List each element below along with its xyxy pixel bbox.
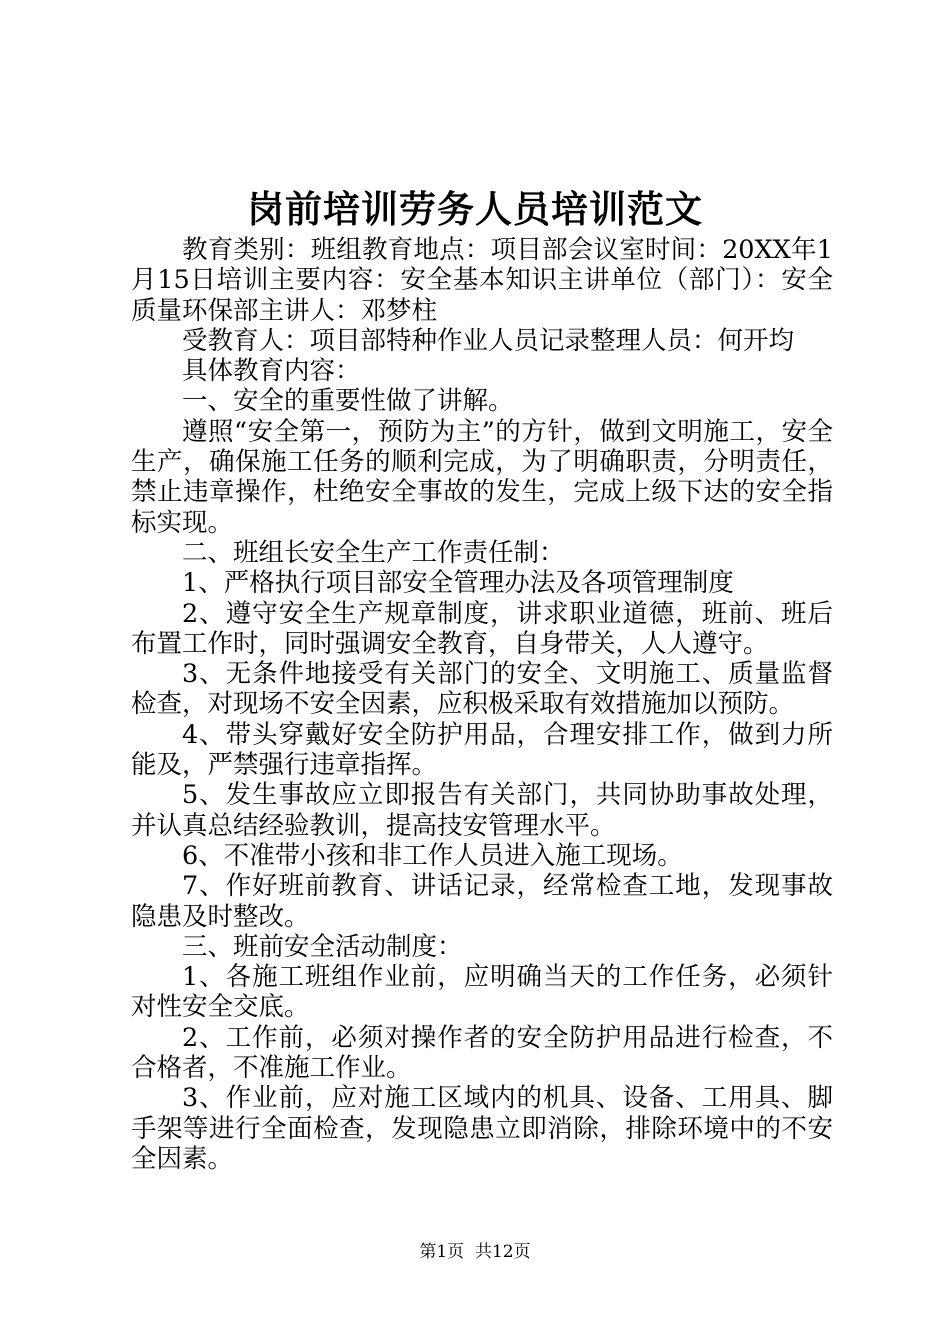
paragraph-item: 6、不准带小孩和非工作人员进入施工现场。 — [182, 840, 683, 871]
paragraph-section-1-body: 遵照“安全第一，预防为主”的方针，做到文明施工，安全生产，确保施工任务的顺利完成，为了明确职责，分明责任，禁止违章操作，杜绝安全事故的发生，完成上级下达的安全指标实现。 — [131, 416, 833, 538]
paragraph-attendees: 受教育人：项目部特种作业人员记录整理人员：何开均 — [182, 325, 795, 356]
page-number-label: 第1页 共12页 — [419, 1242, 531, 1262]
paragraph-item: 3、作业前，应对施工区域内的机具、设备、工用具、脚手架等进行全面检查，发现隐患立即消除，排除环境中的不安全因素。 — [131, 1083, 833, 1174]
paragraph-item: 4、带头穿戴好安全防护用品，合理安排工作，做到力所能及，严禁强行违章指挥。 — [131, 719, 833, 781]
paragraph-section-2-heading: 二、班组长安全生产工作责任制： — [182, 537, 565, 568]
paragraph-education-info: 教育类别：班组教育地点：项目部会议室时间：20XX年1月15日培训主要内容：安全基本知识主讲单位（部门）：安全质量环保部主讲人：邓梦柱 — [131, 235, 833, 326]
document-body — [131, 235, 833, 1174]
paragraph-section-1-heading: 一、安全的重要性做了讲解。 — [182, 386, 514, 417]
paragraph-item: 3、无条件地接受有关部门的安全、文明施工、质量监督检查，对现场不安全因素，应积极采取有效措施加以预防。 — [131, 659, 833, 720]
paragraph-content-heading: 具体教育内容： — [182, 356, 361, 387]
paragraph-item: 7、作好班前教育、讲话记录，经常检查工地，发现事故隐患及时整改。 — [131, 871, 833, 932]
paragraph-item: 1、严格执行项目部安全管理办法及各项管理制度 — [182, 568, 734, 599]
paragraph-item: 2、工作前，必须对操作者的安全防护用品进行检查，不合格者，不准施工作业。 — [131, 1022, 833, 1084]
paragraph-section-3-heading: 三、班前安全活动制度： — [182, 931, 463, 962]
document-title: 岗前培训劳务人员培训范文 — [247, 187, 703, 231]
paragraph-item: 1、各施工班组作业前，应明确当天的工作任务，必须针对性安全交底。 — [131, 962, 833, 1023]
page-footer — [0, 1240, 950, 1264]
paragraph-item: 5、发生事故应立即报告有关部门，共同协助事故处理，并认真总结经验教训，提高技安管理水平。 — [131, 780, 833, 841]
paragraph-item: 2、遵守安全生产规章制度，讲求职业道德，班前、班后布置工作时，同时强调安全教育，自身带关，人人遵守。 — [131, 598, 833, 659]
